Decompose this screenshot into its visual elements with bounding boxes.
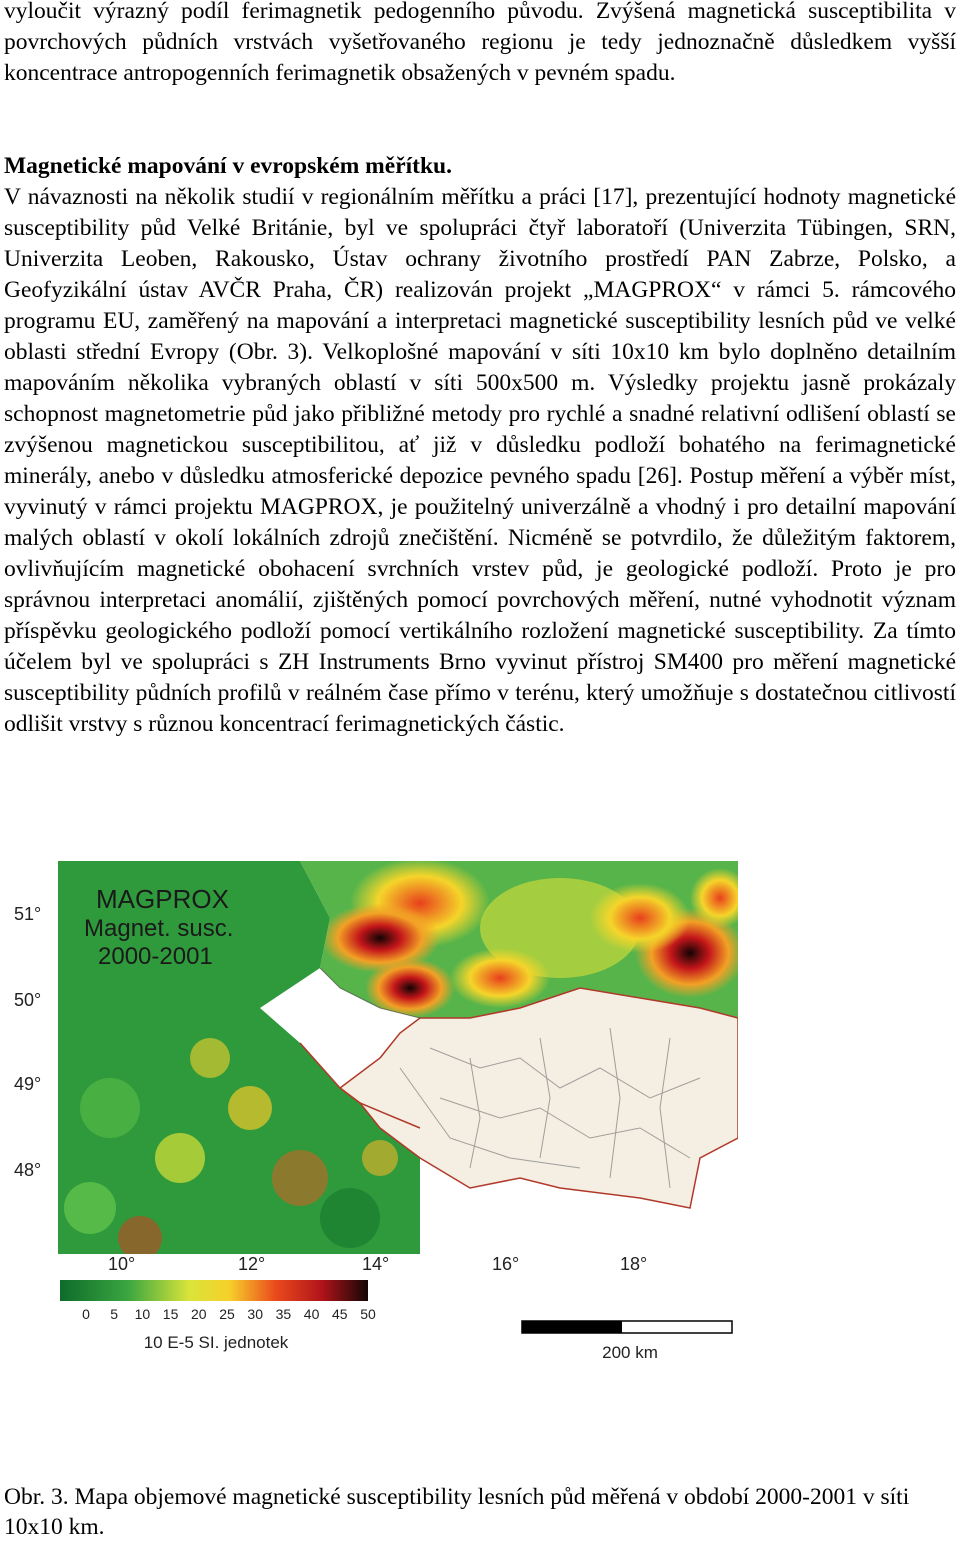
colorbar — [60, 1280, 368, 1301]
paragraph-top: vyloučit výrazný podíl ferimagnetik pedogenního původu. Zvýšená magnetická susceptibilita v povrchových půdních vrstvách vyšetřovaného regionu je tedy jednoznačně důsledkem vyšší koncentrace antropogenních ferimagnetik obsažených v pevném spadu. — [4, 0, 956, 86]
lon-label: 10° — [108, 1254, 136, 1274]
scale-bar — [522, 1321, 732, 1362]
lat-label: 48° — [14, 1160, 42, 1180]
colorbar-tick-label: 25 — [219, 1306, 235, 1322]
map-title-line: 2000-2001 — [98, 943, 213, 970]
colorbar-ticks — [82, 1306, 376, 1322]
map-title-line: MAGPROX — [96, 884, 229, 914]
lon-label: 14° — [362, 1254, 390, 1274]
colorbar-label: 10 E-5 SI. jednotek — [143, 1333, 289, 1352]
longitude-labels — [108, 1254, 647, 1274]
scale-bar-label: 200 km — [602, 1343, 658, 1362]
figure-caption: Obr. 3. Mapa objemové magnetické susceptibility lesních půd měřená v období 2000-2001 v síti 10x10 km. — [4, 1484, 910, 1540]
colorbar-tick-label: 30 — [247, 1306, 263, 1322]
lon-label: 16° — [492, 1254, 520, 1274]
lat-label: 51° — [14, 904, 42, 924]
colorbar-tick-label: 10 — [134, 1306, 151, 1322]
colorbar-tick-label: 40 — [303, 1306, 320, 1322]
colorbar-tick-label: 35 — [275, 1306, 292, 1322]
colorbar-tick-label: 20 — [191, 1306, 207, 1322]
colorbar-tick-label: 50 — [360, 1306, 376, 1322]
colorbar-tick-label: 5 — [110, 1306, 119, 1322]
susceptibility-map-figure — [0, 858, 960, 1378]
lat-label: 49° — [14, 1074, 42, 1094]
paragraph-main: V návaznosti na několik studií v regionálním měřítku a práci [17], prezentující hodnoty magnetické susceptibility půd Velké Británie, byl ve spolupráci čtyř laboratoří (Univerzita Tübingen, SRN, Univerzita Leoben, Rakousko, Ústav ochrany životního prostředí PAN Zabrze, Polsko, a Geofyzikální ústav AVČR Praha, ČR) realizován projekt „MAGPROX“ v rámci 5. rámcového programu EU, zaměřený na mapování a interpretaci magnetické susceptibility lesních půd ve velké oblasti střední Evropy (Obr. 3). Velkoplošné mapování v síti 10x10 km bylo doplněno detailním mapováním několika vybraných oblastí v síti 500x500 m. Výsledky projektu jasně prokázaly schopnost magnetometrie půd jako přibližné metody pro rychlé a snadné relativní odlišení oblastí se zvýšenou magnetickou susceptibilitou, ať již v důsledku podloží bohatého na ferimagnetické minerály, anebo v důsledku atmosferické depozice pevného spadu [26]. Postup měření a výběr míst, vyvinutý v rámci projektu MAGPROX, je použitelný univerzálně a vhodný i pro detailní mapování malých oblastí v okolí lokálních zdrojů znečištění. Nicméně se potvrdilo, že důležitým faktorem, ovlivňujícím magnetické obohacení svrchních vrstev půd, je geologické podloží. Proto je pro správnou interpretaci anomálií, zjištěných pomocí povrchových měření, nutné vyhodnotit význam příspěvku geologického podloží pomocí vertikálního rozložení magnetické susceptibility. Za tímto účelem byl ve spolupráci s ZH Instruments Brno vyvinut přístroj SM400 pro měření magnetické susceptibility půdních profilů v reálném čase přímo v terénu, který umožňuje s dostatečnou citlivostí odlišit vrstvy s různou koncentrací ferimagnetických částic. — [4, 184, 956, 737]
colorbar-tick-label: 45 — [332, 1306, 348, 1322]
colorbar-tick-label: 15 — [162, 1306, 179, 1322]
lat-label: 50° — [14, 990, 42, 1010]
section-heading: Magnetické mapování v evropském měřítku. — [4, 153, 452, 179]
lon-label: 12° — [238, 1254, 266, 1274]
lon-label: 18° — [620, 1254, 648, 1274]
map-title-line: Magnet. susc. — [84, 915, 234, 942]
colorbar-tick-label: 0 — [82, 1306, 90, 1322]
latitude-labels — [14, 904, 41, 1180]
map-title — [84, 884, 233, 970]
